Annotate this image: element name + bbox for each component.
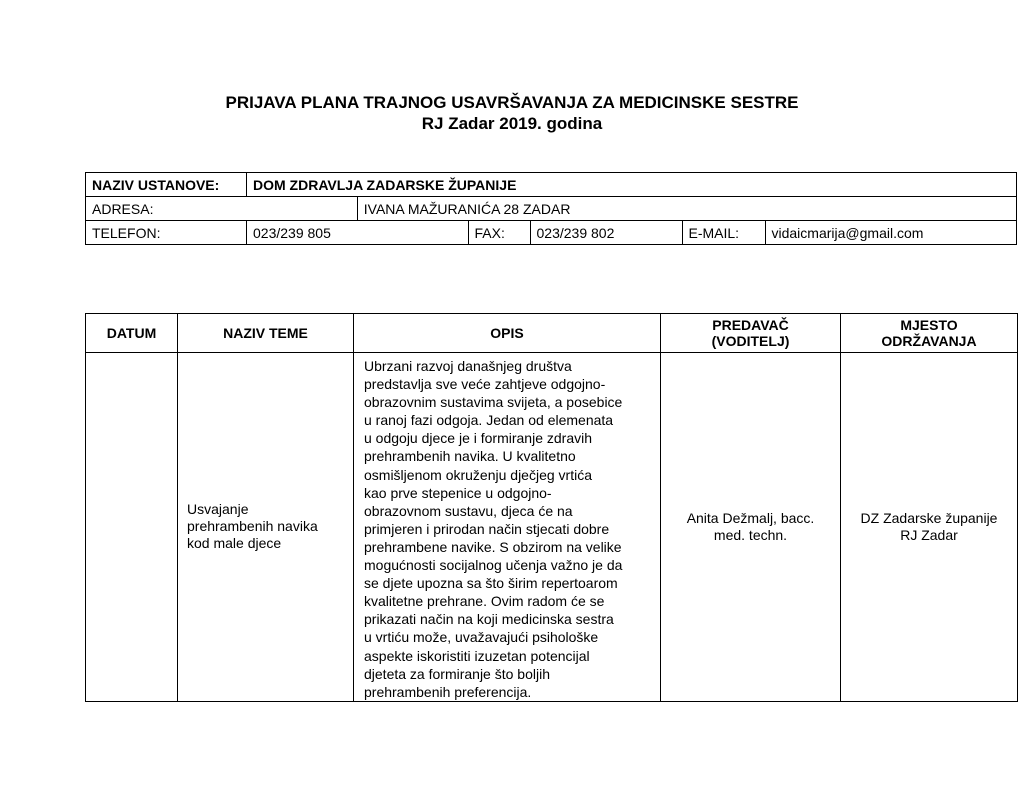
header-predavac-line1: PREDAVAČ <box>712 317 789 333</box>
header-predavac <box>661 314 841 353</box>
cell-predavac <box>661 353 841 702</box>
email-value: vidaicmarija@gmail.com <box>765 221 1017 245</box>
adresa-label: ADRESA: <box>86 197 358 221</box>
opis-line: predstavlja sve veće zahtjeve odgojno- <box>364 376 606 393</box>
predavac-line: Anita Dežmalj, bacc. <box>686 509 815 526</box>
opis-line: prehrambenih navika. U kvalitetno <box>364 448 576 465</box>
cell-mjesto <box>841 353 1018 702</box>
naziv-label: NAZIV USTANOVE: <box>86 173 247 197</box>
cell-opis <box>354 353 661 702</box>
tema-line: prehrambenih navika <box>187 518 318 535</box>
opis-line: Ubrzani razvoj današnjeg društva <box>364 358 572 374</box>
opis-line: u ranoj fazi odgoja. Jedan od elemenata <box>364 412 614 429</box>
fax-value: 023/239 802 <box>530 221 682 245</box>
title-line-2: RJ Zadar 2019. godina <box>421 114 603 133</box>
header-mjesto <box>841 314 1018 353</box>
header-mjesto-line2: ODRŽAVANJA <box>881 333 977 349</box>
header-predavac-line2: (VODITELJ) <box>711 333 790 349</box>
cell-naziv-teme <box>178 353 354 702</box>
title-line-1: PRIJAVA PLANA TRAJNOG USAVRŠAVANJA ZA MEDICINSKE SESTRE <box>225 93 799 112</box>
opis-line: u vrtiću može, uvažavajući psihološke <box>364 629 599 646</box>
table-row <box>86 353 1018 702</box>
opis-line: kvalitetne prehrane. Ovim radom će se <box>364 593 605 610</box>
opis-line: u odgoju djece je i formiranje zdravih <box>364 430 593 447</box>
plan-table-header <box>86 314 1018 353</box>
opis-line: primjeren i prirodan način stjecati dobre <box>364 520 610 537</box>
opis-line: obrazovnom sustavu, djeca će na <box>364 502 573 519</box>
telefon-value: 023/239 805 <box>247 221 469 245</box>
plan-table <box>85 313 1018 702</box>
opis-line: djeteta za formiranje što boljih <box>364 665 550 682</box>
opis-line: aspekte iskoristiti izuzetan potencijal <box>364 647 590 664</box>
header-naziv-teme: NAZIV TEME <box>178 314 354 353</box>
tema-line: Usvajanje <box>187 501 249 518</box>
cell-datum <box>86 353 178 702</box>
predavac-line: med. techn. <box>713 526 788 543</box>
opis-line: prikazati način na koji medicinska sestra <box>364 611 614 628</box>
email-label: E-MAIL: <box>682 221 765 245</box>
opis-line: prehrambenih preferencija. <box>364 683 532 700</box>
adresa-value: IVANA MAŽURANIĆA 28 ZADAR <box>357 197 1016 221</box>
opis-line: prehrambene navike. S obzirom na velike <box>364 538 622 555</box>
opis-line: mogućnosti socijalnog učenja važno je da <box>364 557 623 574</box>
tema-line: kod male djece <box>187 535 282 552</box>
opis-line: obrazovnim sustavima svijeta, a posebice <box>364 394 623 411</box>
header-opis: OPIS <box>354 314 661 353</box>
opis-line: osmišljenom okruženju dječjeg vrtića <box>364 466 592 483</box>
fax-label: FAX: <box>468 221 530 245</box>
institution-info-table <box>85 172 1017 245</box>
opis-line: kao prve stepenice u odgojno- <box>364 484 552 501</box>
opis-line: se djete upozna sa što širim repertoarom <box>364 575 618 592</box>
contact-row <box>86 221 1017 245</box>
telefon-label: TELEFON: <box>86 221 247 245</box>
header-mjesto-line1: MJESTO <box>900 317 958 333</box>
naziv-value: DOM ZDRAVLJA ZADARSKE ŽUPANIJE <box>247 173 1017 197</box>
address-row <box>86 197 1017 221</box>
document-title <box>0 92 1024 134</box>
mjesto-line: DZ Zadarske županije <box>860 509 998 526</box>
header-datum: DATUM <box>86 314 178 353</box>
mjesto-line: RJ Zadar <box>900 526 958 543</box>
institution-row <box>86 173 1017 197</box>
